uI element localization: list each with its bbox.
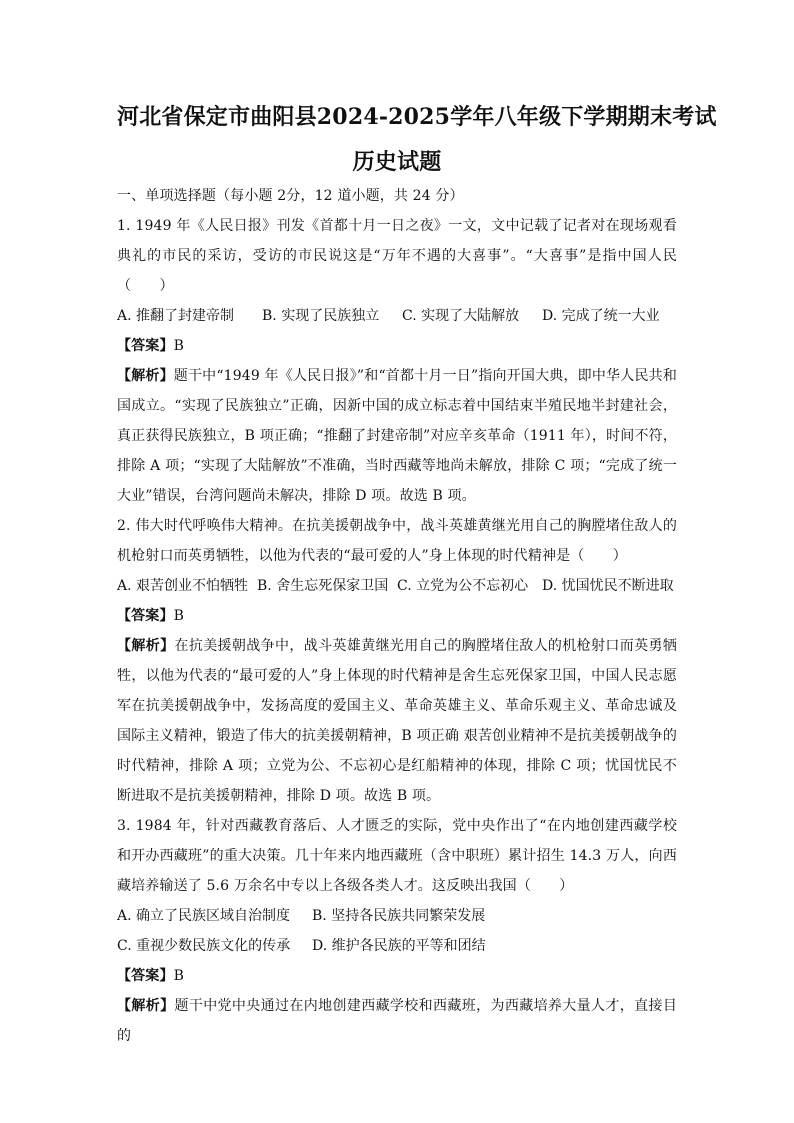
analysis-tag: 【解析】 [117, 368, 174, 384]
answer-tag: 【答案】 [117, 968, 174, 984]
question-2-answer [117, 601, 677, 631]
answer-value: B [173, 338, 185, 354]
question-3-stem: 3. 1984 年，针对西藏教育落后、人才匮乏的实际，党中央作出了“在内地创建西藏学校和开办西藏班”的重大决策。几十年来内地西藏班（含中职班）累计招生 14.3 万人，向西藏培养输送了 5.6 万余名中专以上各级各类人才。这反映出我国（ ） [117, 818, 677, 894]
answer-value: B [173, 608, 185, 624]
option-a: A. 艰苦创业不怕牺牲 [117, 578, 249, 594]
option-d: D. 完成了统一大业 [542, 308, 660, 324]
option-b: B. 坚持各民族共同繁荣发展 [312, 908, 486, 924]
doc-title: 河北省保定市曲阳县2024-2025学年八年级下学期期末考试 [117, 104, 717, 130]
option-a: A. 推翻了封建帝制 [117, 308, 235, 324]
option-c: C. 实现了大陆解放 [402, 308, 520, 324]
option-b: B. 舍生忘死保家卫国 [257, 578, 389, 594]
question-3-options-row1 [117, 901, 677, 931]
document-page [117, 98, 717, 1051]
option-d: D. 维护各民族的平等和团结 [312, 938, 486, 954]
option-b: B. 实现了民族独立 [262, 308, 380, 324]
analysis-text: 题干中党中央通过在内地创建西藏学校和西藏班，为西藏培养大量人才，直接目的 [117, 998, 678, 1044]
analysis-tag: 【解析】 [117, 638, 175, 654]
option-c: C. 立党为公不忘初心 [397, 578, 529, 594]
analysis-text: 题干中“1949 年《人民日报》”和“首都十月一日”指向开国大典，即中华人民共和国成立。“实现了民族独立”正确，因新中国的成立标志着中国结束半殖民地半封建社会，真正获得民族独立，B 项正确；“推翻了封建帝制”对应辛亥革命（1911 年），时间不符，排除 A 项；“实现了大陆解放”不准确，当时西藏等地尚未解放，排除 C 项；“完成了统一大业”错误，台湾问题尚未解决，排除 D 项。故选 B 项。 [117, 368, 677, 504]
question-3-options-row2 [117, 931, 677, 961]
question-2-analysis [117, 631, 677, 811]
analysis-text: 在抗美援朝战争中，战斗英雄黄继光用自己的胸膛堵住敌人的机枪射口而英勇牺牲，以他为代表的“最可爱的人”身上体现的时代精神是舍生忘死保家卫国，中国人民志愿军在抗美援朝战争中，发扬高度的爱国主义、革命英雄主义、革命乐观主义、革命忠诚及国际主义精神，锻造了伟大的抗美援朝精神，B 项正确 艰苦创业精神不是抗美援朝战争的时代精神，排除 A 项；立党为公、不忘初心是红船精神的体现，排除 C 项；忧国忧民不断进取不是抗美援朝精神，排除 D 项。故选 B 项。 [117, 638, 678, 804]
question-2-options [117, 571, 677, 601]
question-1-answer [117, 331, 677, 361]
question-3-analysis [117, 991, 677, 1051]
answer-value: B [173, 968, 185, 984]
answer-tag: 【答案】 [117, 608, 174, 624]
option-d: D. 忧国忧民不断进取 [542, 578, 674, 594]
doc-subtitle: 历史试题 [352, 149, 442, 175]
analysis-tag: 【解析】 [117, 998, 175, 1014]
question-1-stem: 1. 1949 年《人民日报》刊发《首都十月一日之夜》一文，文中记载了记者对在现场观看典礼的市民的采访，受访的市民说这是“万年不遇的大喜事”。“大喜事”是指中国人民（ ） [117, 218, 677, 294]
question-1-analysis [117, 361, 677, 511]
question-3-answer [117, 961, 677, 991]
question-2-stem: 2. 伟大时代呼唤伟大精神。在抗美援朝战争中，战斗英雄黄继光用自己的胸膛堵住敌人的机枪射口而英勇牺牲，以他为代表的“最可爱的人”身上体现的时代精神是（ ） [117, 518, 677, 564]
section-heading: 一、单项选择题（每小题 2分，12 道小题，共 24 分） [117, 188, 464, 204]
option-a: A. 确立了民族区域自治制度 [117, 908, 291, 924]
question-1-options [117, 301, 677, 331]
answer-tag: 【答案】 [117, 338, 174, 354]
option-c: C. 重视少数民族文化的传承 [117, 938, 291, 954]
